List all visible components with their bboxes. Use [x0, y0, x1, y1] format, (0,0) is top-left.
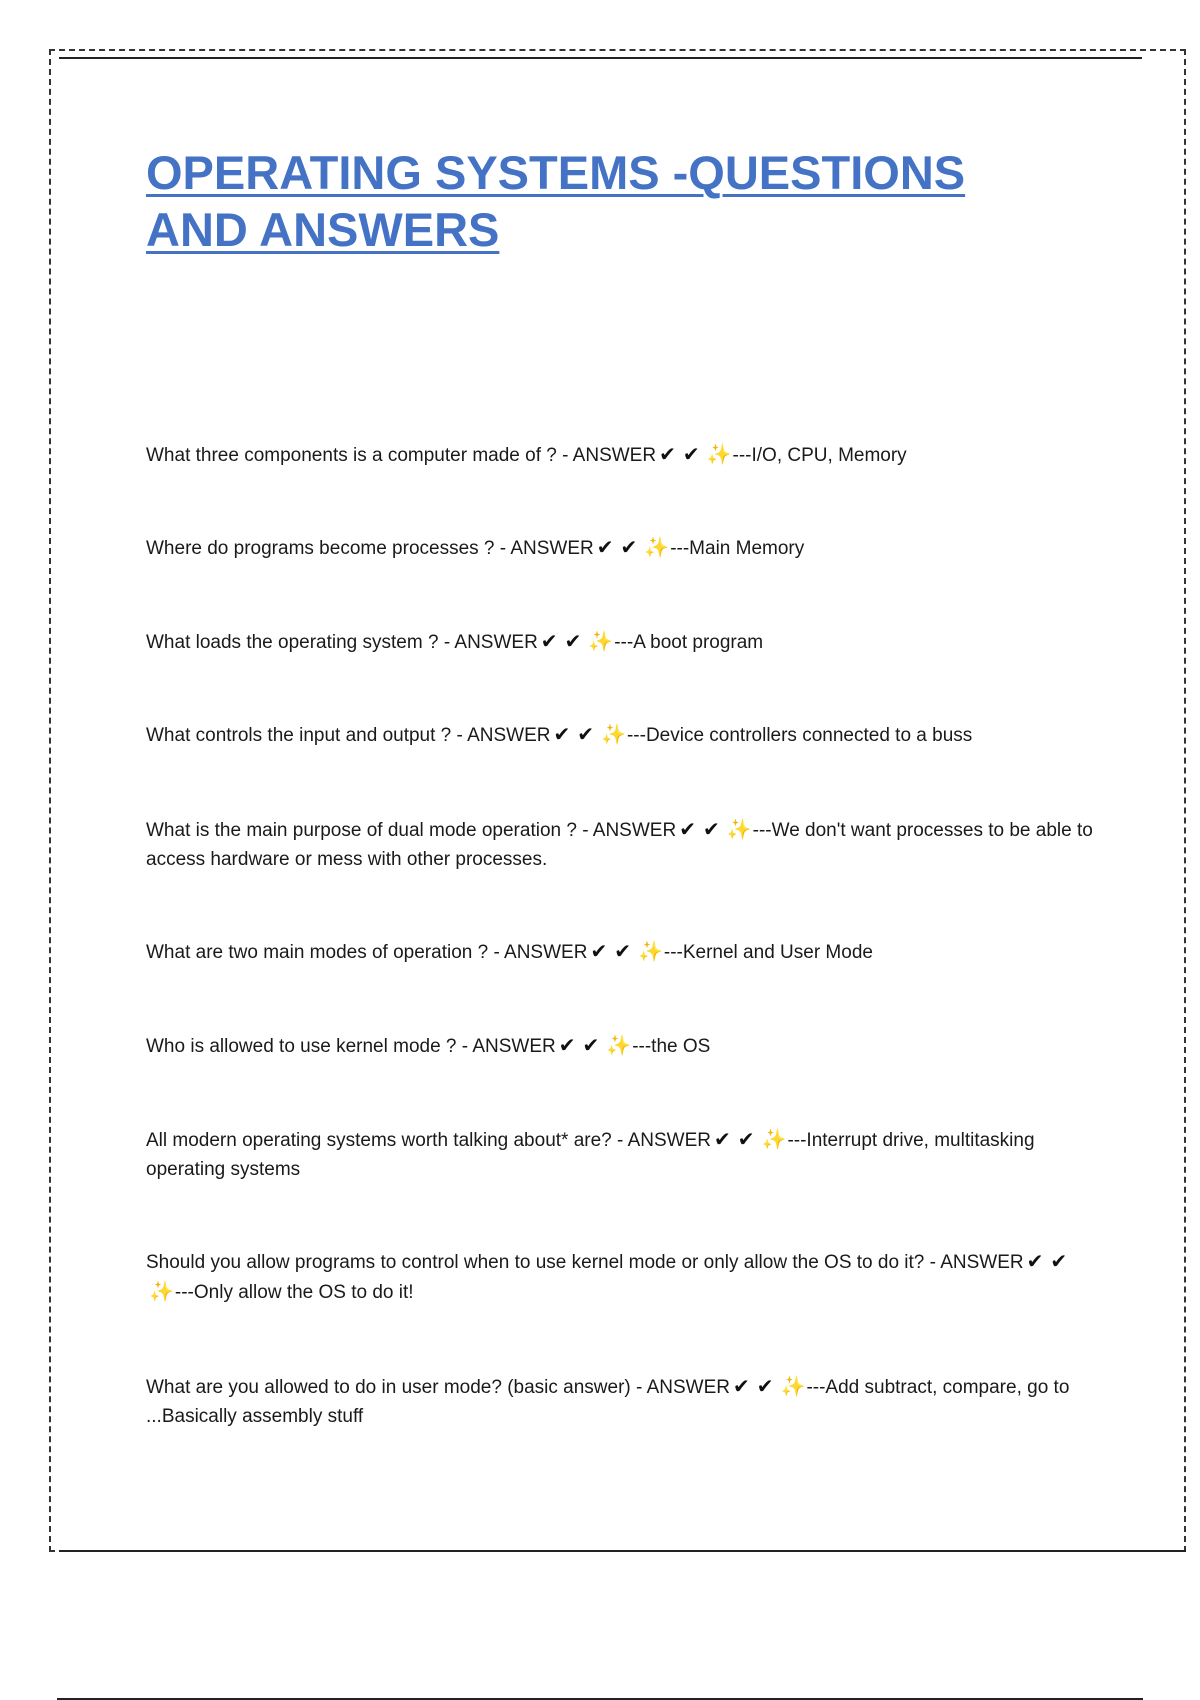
check-icon: ✔	[596, 535, 614, 559]
check-icon: ✔	[1026, 1249, 1044, 1273]
question-text: Who is allowed to use kernel mode ?	[146, 1036, 457, 1057]
question-text: What are two main modes of operation ?	[146, 942, 489, 963]
answer-marker: ANSWER	[510, 538, 594, 559]
header-rule	[59, 57, 1142, 59]
question-text: What three components is a computer made of ?	[146, 445, 557, 466]
sparkle-icon: ✨	[601, 722, 626, 746]
check-icon: ✔	[614, 939, 631, 963]
check-icon: ✔	[659, 442, 676, 466]
answer-marker: ANSWER	[504, 942, 588, 963]
answer-prefix: ---	[732, 445, 752, 466]
separator: -	[556, 445, 573, 466]
answer-prefix: ---	[614, 632, 634, 653]
answer-text: the OS	[651, 1036, 711, 1057]
sparkle-icon: ✨	[761, 1127, 787, 1151]
sparkle-icon: ✨	[606, 1033, 632, 1057]
answer-prefix: ---	[626, 725, 646, 746]
answer-marker: ANSWER	[467, 725, 551, 746]
sparkle-icon: ✨	[637, 939, 663, 963]
check-icon: ✔	[540, 629, 558, 653]
answer-prefix: ---	[752, 820, 772, 841]
separator: -	[451, 725, 468, 746]
question-text: What are you allowed to do in user mode? (basic answer)	[146, 1377, 631, 1398]
qa-item	[146, 1125, 1096, 1184]
question-text: Should you allow programs to control when to use kernel mode or only allow the OS to do it?	[146, 1252, 925, 1273]
answer-prefix: ---	[632, 1036, 652, 1057]
document-title: OPERATING SYSTEMS -QUESTIONS AND ANSWERS	[146, 146, 966, 256]
qa-item	[146, 627, 1096, 657]
check-icon: ✔	[620, 535, 638, 559]
check-icon: ✔	[737, 1127, 755, 1151]
check-icon: ✔	[702, 817, 720, 841]
check-icon: ✔	[733, 1374, 750, 1398]
check-icon: ✔	[679, 817, 696, 841]
answer-marker: ANSWER	[472, 1036, 556, 1057]
check-icon: ✔	[714, 1127, 731, 1151]
sparkle-icon: ✨	[706, 442, 732, 466]
answer-prefix: ---	[806, 1377, 826, 1398]
qa-item	[146, 1372, 1096, 1431]
answer-text: Device controllers connected to a buss	[645, 725, 973, 746]
answer-text: Main Memory	[689, 538, 805, 559]
page-border	[49, 49, 1186, 1552]
answer-marker: ANSWER	[454, 632, 538, 653]
question-text: What loads the operating system ?	[146, 632, 439, 653]
check-icon: ✔	[553, 722, 571, 746]
check-icon: ✔	[756, 1374, 774, 1398]
answer-text: Add subtract, compare, go to ...Basically assembly stuff	[146, 1377, 1070, 1427]
check-icon: ✔	[682, 442, 700, 466]
answer-text: Only allow the OS to do it!	[193, 1282, 414, 1303]
answer-prefix: ---	[670, 538, 690, 559]
question-text: All modern operating systems worth talking about* are?	[146, 1130, 612, 1151]
answer-marker: ANSWER	[940, 1252, 1024, 1273]
answer-prefix: ---	[174, 1282, 194, 1303]
separator: -	[576, 820, 593, 841]
qa-item	[146, 720, 1096, 750]
answer-marker: ANSWER	[592, 820, 677, 841]
separator: -	[456, 1036, 473, 1057]
sparkle-icon: ✨	[588, 629, 614, 653]
answer-text: A boot program	[633, 632, 764, 653]
check-icon: ✔	[558, 1033, 576, 1057]
question-text: What is the main purpose of dual mode operation ?	[146, 820, 577, 841]
qa-item	[146, 1031, 1096, 1061]
question-text: Where do programs become processes ?	[146, 538, 495, 559]
separator: -	[630, 1377, 647, 1398]
separator: -	[488, 942, 505, 963]
check-icon: ✔	[564, 629, 582, 653]
qa-item	[146, 815, 1096, 874]
sparkle-icon: ✨	[726, 817, 752, 841]
frame-bottom-rule	[59, 1550, 1186, 1552]
check-icon: ✔	[1050, 1249, 1068, 1273]
answer-text: I/O, CPU, Memory	[751, 445, 907, 466]
answer-prefix: ---	[663, 942, 683, 963]
qa-item	[146, 937, 1096, 967]
qa-item	[146, 533, 1096, 563]
sparkle-icon: ✨	[780, 1374, 806, 1398]
answer-marker: ANSWER	[572, 445, 657, 466]
separator: -	[611, 1130, 628, 1151]
check-icon: ✔	[577, 722, 595, 746]
answer-marker: ANSWER	[646, 1377, 730, 1398]
separator: -	[924, 1252, 941, 1273]
answer-text: Interrupt drive, multitasking operating systems	[146, 1130, 1035, 1180]
answer-text: Kernel and User Mode	[682, 942, 873, 963]
check-icon: ✔	[582, 1033, 600, 1057]
sparkle-icon: ✨	[149, 1279, 174, 1303]
qa-item	[146, 440, 1096, 470]
answer-marker: ANSWER	[627, 1130, 711, 1151]
answer-prefix: ---	[787, 1130, 807, 1151]
sparkle-icon: ✨	[644, 535, 670, 559]
qa-item	[146, 1247, 1096, 1307]
question-text: What controls the input and output ?	[146, 725, 452, 746]
answer-text: We don't want processes to be able to access hardware or mess with other processes.	[146, 820, 1093, 870]
separator: -	[494, 538, 511, 559]
separator: -	[438, 632, 455, 653]
check-icon: ✔	[590, 939, 608, 963]
